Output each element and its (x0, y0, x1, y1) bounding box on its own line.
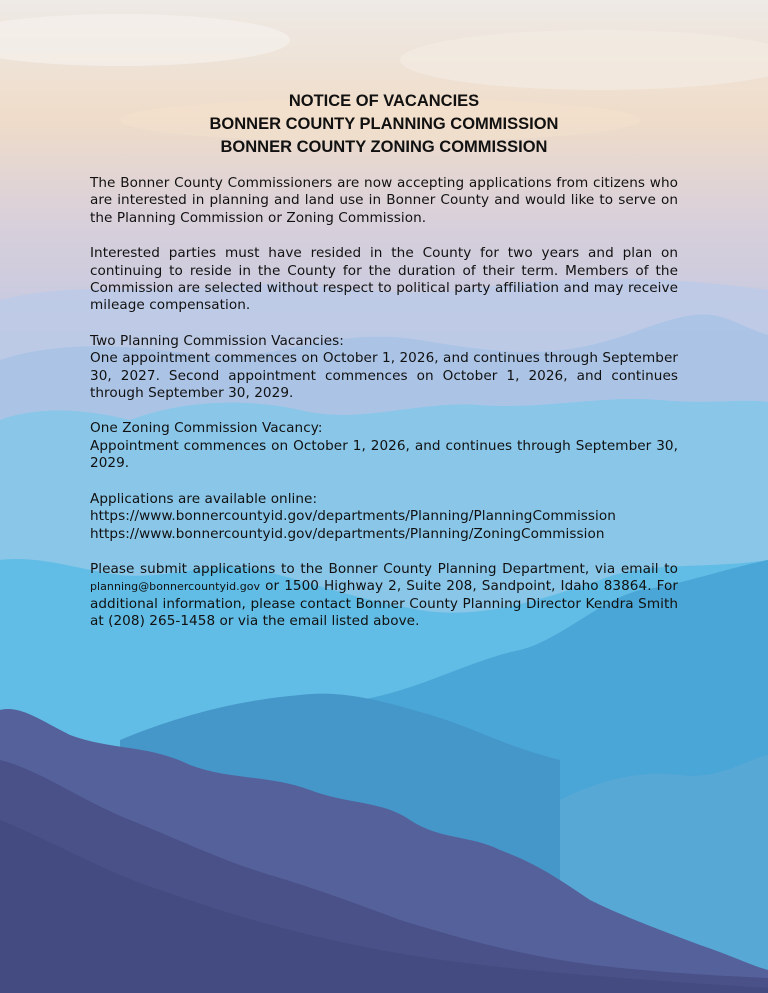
planning-commission-title: BONNER COUNTY PLANNING COMMISSION (209, 115, 559, 133)
zoning-commission-link[interactable]: https://www.bonnercountyid.gov/departments/Planning/ZoningCommission (90, 525, 605, 542)
notice-title: NOTICE OF VACANCIES (288, 92, 480, 110)
planning-commission-link[interactable]: https://www.bonnercountyid.gov/departments/Planning/PlanningCommission (90, 508, 616, 525)
planning-vacancies-detail: One appointment commences on October 1, 2026, and continues through September 30, 2027. Second appointment commences on October 1, 2026, and continues through September 30, 2029. (90, 350, 678, 402)
planning-vacancies-paragraph (90, 333, 678, 403)
zoning-vacancy-detail: Appointment commences on October 1, 2026, and continues through September 30, 2029. (90, 437, 678, 472)
zoning-vacancy-paragraph (90, 420, 678, 472)
zoning-vacancy-heading: One Zoning Commission Vacancy: (90, 420, 323, 437)
eligibility-paragraph: Interested parties must have resided in the County for two years and plan on continuing to reside in the County for the duration of their term. Members of the Commission are selected without respect to political party affiliation and may receive mileage compensation. (90, 245, 678, 314)
intro-paragraph: The Bonner County Commissioners are now accepting applications from citizens who are interested in planning and land use in Bonner County and would like to serve on the Planning Commission or Zoning Commission. (90, 175, 678, 226)
applications-paragraph (90, 491, 678, 543)
planning-email-link[interactable]: planning@bonnercountyid.gov (90, 580, 261, 594)
applications-heading: Applications are available online: (90, 490, 318, 507)
submit-prefix: Please submit applications to the Bonner County Planning Department, via email to (90, 560, 678, 577)
planning-vacancies-heading: Two Planning Commission Vacancies: (90, 332, 344, 349)
submit-suffix: or 1500 Highway 2, Suite 208, Sandpoint, Idaho 83864. For additional information, please contact Bonner County Planning Director Kendra Smith at (208) 265-1458 or via the email listed above. (90, 578, 678, 630)
notice-content (90, 90, 678, 649)
notice-title-block (90, 90, 678, 159)
submit-paragraph (90, 561, 678, 631)
zoning-commission-title: BONNER COUNTY ZONING COMMISSION (220, 138, 548, 156)
